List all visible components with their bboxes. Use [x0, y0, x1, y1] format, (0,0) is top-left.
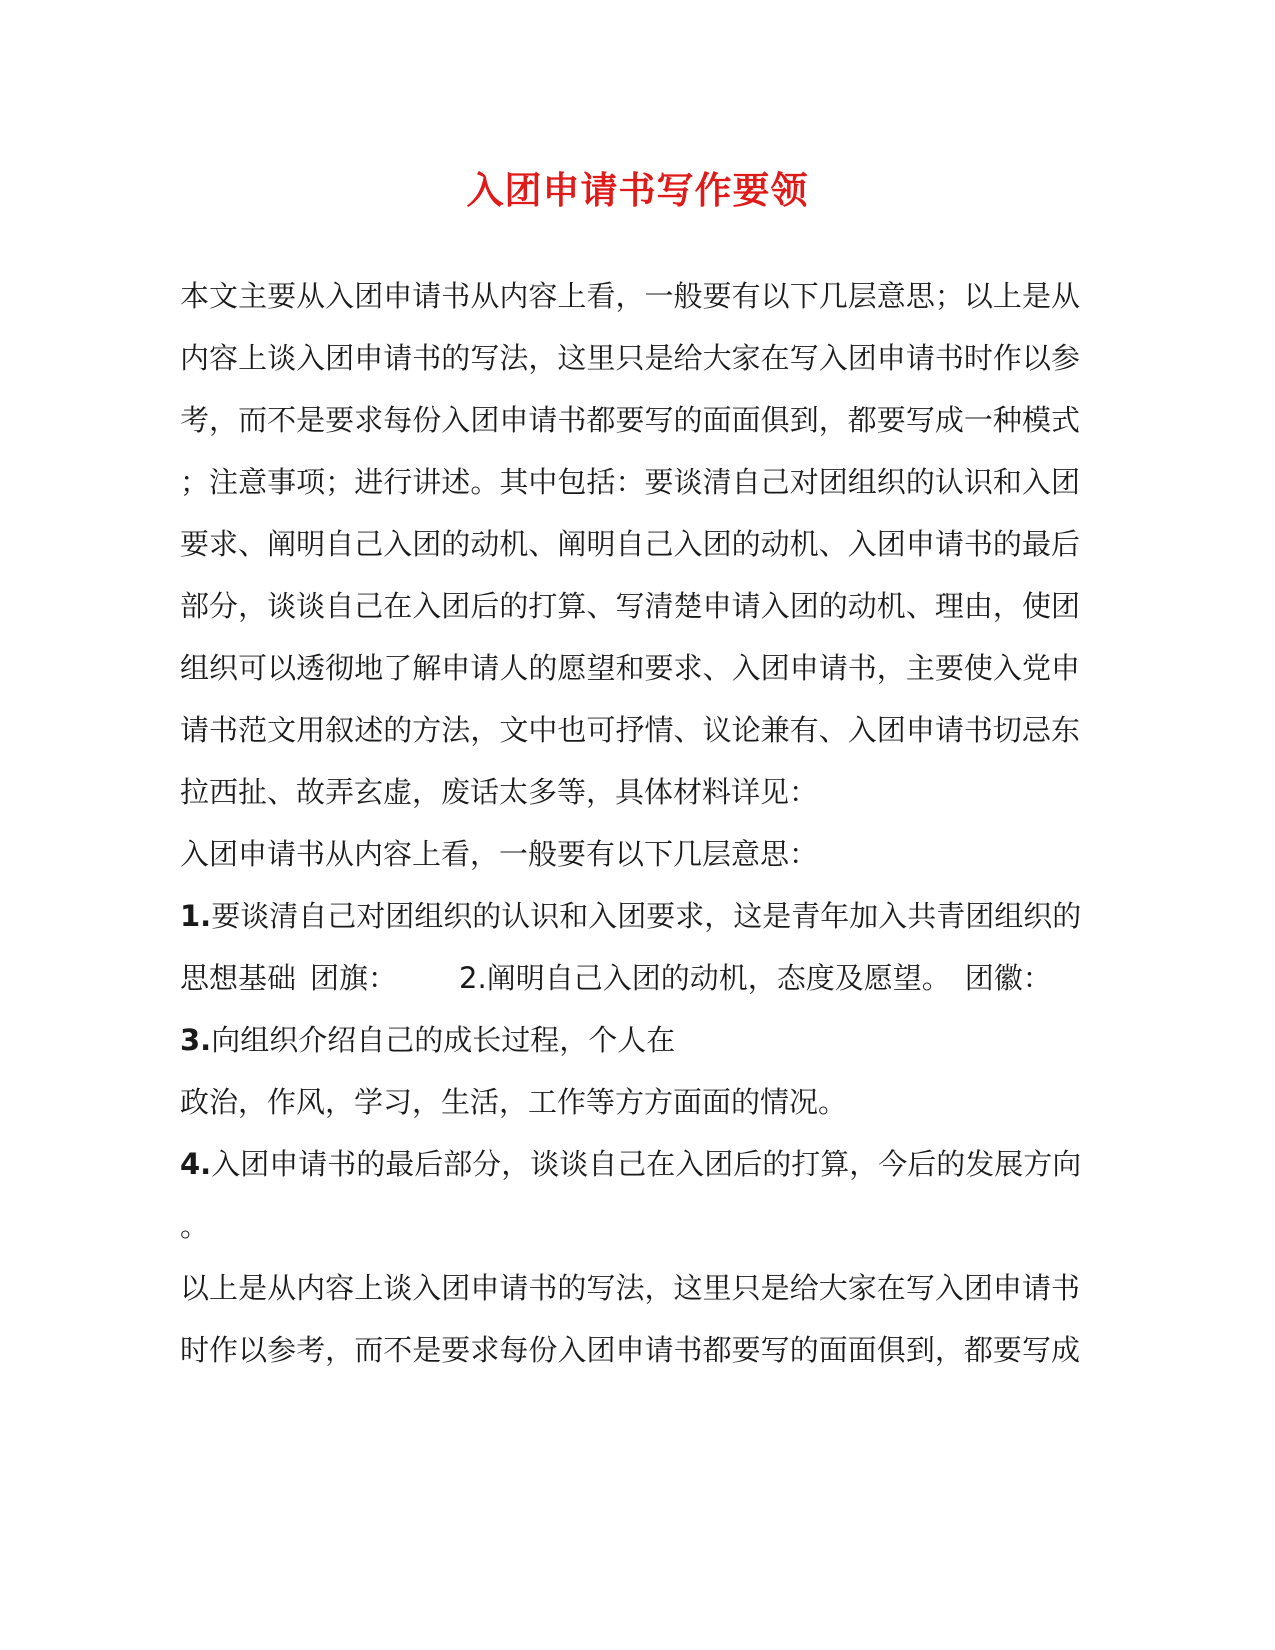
- lead-line: 入团申请书从内容上看，一般要有以下几层意思：: [180, 837, 819, 871]
- item-4-continuation: 。: [180, 1209, 210, 1243]
- item-2-number: 2.: [459, 961, 487, 995]
- closing-line: 以上是从内容上谈入团申请书的写法，这里只是给大家在写入团申请书: [180, 1271, 1080, 1305]
- document-title: 入团申请书写作要领: [466, 168, 809, 212]
- intro-line: 考，而不是要求每份入团申请书都要写的面面俱到，都要写成一种模式: [180, 403, 1080, 437]
- item-1-continuation: 思想基础: [180, 961, 297, 995]
- intro-line: 要求、阐明自己入团的动机、阐明自己入团的动机、入团申请书的最后: [180, 527, 1080, 561]
- intro-line: 请书范文用叙述的方法，文中也可抒情、议论兼有、入团申请书切忌东: [180, 713, 1080, 747]
- item-1-line: [180, 898, 1080, 934]
- item-3-continuation: 政治，作风，学习，生活，工作等方方面面的情况。: [180, 1085, 848, 1119]
- item-3-text: 向组织介绍自己的成长过程，个人在: [211, 1023, 676, 1057]
- item-2-text: 阐明自己入团的动机，态度及愿望。: [486, 961, 951, 995]
- intro-line: ；注意事项；进行讲述。其中包括：要谈清自己对团组织的认识和入团: [180, 465, 1080, 499]
- item-3-number: 3.: [180, 1023, 212, 1057]
- item-4-line: [180, 1146, 1080, 1182]
- flag-label: 团旗：: [310, 961, 398, 995]
- item-1-continuation-line: [180, 960, 1080, 996]
- item-3-line: [180, 1022, 1080, 1058]
- emblem-label: 团徽：: [964, 961, 1052, 995]
- item-1-number: 1.: [180, 899, 212, 933]
- item-1-text: 要谈清自己对团组织的认识和入团要求，这是青年加入共青团组织的: [211, 899, 1082, 933]
- intro-line: 组织可以透彻地了解申请人的愿望和要求、入团申请书，主要使入党申: [180, 651, 1080, 685]
- item-4-text: 入团申请书的最后部分，谈谈自己在入团后的打算，今后的发展方向: [211, 1147, 1082, 1181]
- closing-line: 时作以参考，而不是要求每份入团申请书都要写的面面俱到，都要写成: [180, 1333, 1080, 1367]
- intro-line: 拉西扯、故弄玄虚，废话太多等，具体材料详见：: [180, 775, 819, 809]
- intro-line: 内容上谈入团申请书的写法，这里只是给大家在写入团申请书时作以参: [180, 341, 1080, 375]
- intro-line: 本文主要从入团申请书从内容上看，一般要有以下几层意思；以上是从: [180, 279, 1080, 313]
- item-4-number: 4.: [180, 1147, 212, 1181]
- intro-line: 部分，谈谈自己在入团后的打算、写清楚申请入团的动机、理由，使团: [180, 589, 1080, 623]
